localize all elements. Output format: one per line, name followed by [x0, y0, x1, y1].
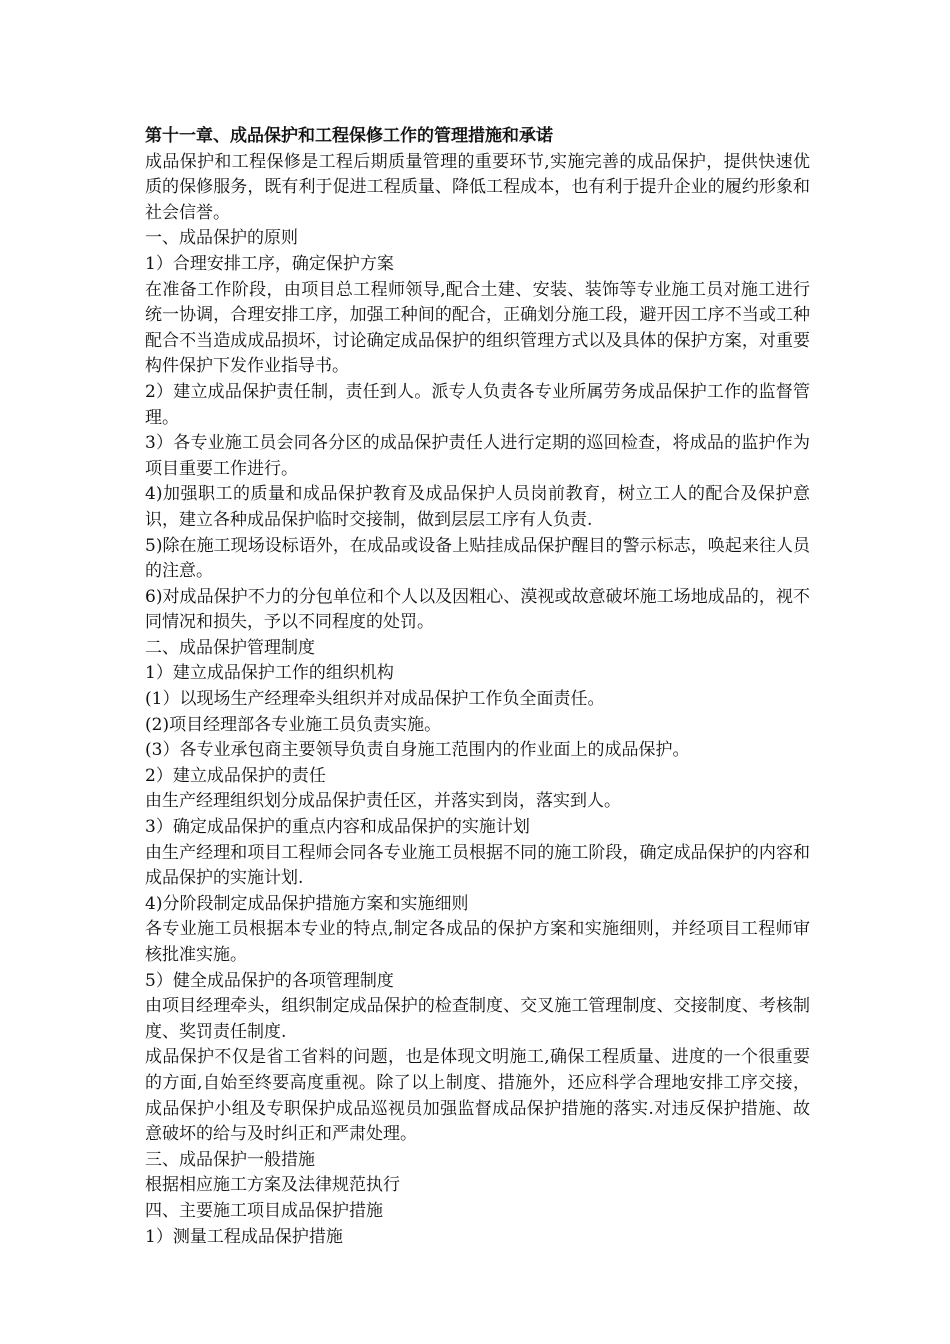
subsection-heading: 5）健全成品保护的各项管理制度 [145, 970, 394, 991]
section-heading: 三、成品保护一般措施 [145, 1149, 315, 1170]
chapter-title: 第十一章、成品保护和工程保修工作的管理措施和承诺 [145, 126, 553, 146]
paragraph: 成品保护不仅是省工省料的问题，也是体现文明施工,确保工程质量、进度的一个很重要的方面,自始至终要高度重视。除了以上制度、措施外，还应科学合理地安排工序交接，成品保护小组及专职保护成品巡视员加强监督成品保护措施的落实.对违反保护措施、故意破坏的给与及时纠正和严肃处理。 [145, 1047, 810, 1145]
list-item: (3）各专业承包商主要领导负责自身施工范围内的作业面上的成品保护。 [145, 740, 690, 761]
document-body [145, 124, 810, 1250]
subsection-heading: 3）确定成品保护的重点内容和成品保护的实施计划 [145, 817, 530, 838]
section-heading: 二、成品保护管理制度 [145, 637, 315, 658]
paragraph: 3）各专业施工员会同各分区的成品保护责任人进行定期的巡回检查，将成品的监护作为项目重要工作进行。 [145, 433, 810, 479]
paragraph: 由生产经理和项目工程师会同各专业施工员根据不同的施工阶段，确定成品保护的内容和成品保护的实施计划. [145, 842, 810, 889]
subsection-heading: 1）建立成品保护工作的组织机构 [145, 663, 394, 684]
list-item: (1）以现场生产经理牵头组织并对成品保护工作负全面责任。 [145, 689, 605, 710]
subsection-heading: 1）合理安排工序，确定保护方案 [145, 253, 394, 274]
list-item: (2)项目经理部各专业施工员负责实施。 [145, 714, 442, 735]
section-heading: 一、成品保护的原则 [145, 228, 298, 249]
paragraph: 成品保护和工程保修是工程后期质量管理的重要环节,实施完善的成品保护，提供快速优质的保修服务，既有利于促进工程质量、降低工程成本，也有利于提升企业的履约形象和社会信誉。 [145, 151, 810, 223]
paragraph: 各专业施工员根据本专业的特点,制定各成品的保护方案和实施细则，并经项目工程师审核批准实施。 [145, 919, 810, 965]
paragraph: 由生产经理组织划分成品保护责任区，并落实到岗，落实到人。 [145, 791, 621, 812]
paragraph: 由项目经理牵头，组织制定成品保护的检查制度、交叉施工管理制度、交接制度、考核制度、奖罚责任制度. [145, 996, 810, 1042]
paragraph: 4)加强职工的质量和成品保护教育及成品保护人员岗前教育，树立工人的配合及保护意识，建立各种成品保护临时交接制，做到层层工序有人负责. [145, 484, 810, 530]
subsection-heading: 4)分阶段制定成品保护措施方案和实施细则 [145, 893, 469, 914]
paragraph: 6)对成品保护不力的分包单位和个人以及因粗心、漠视或故意破坏施工场地成品的，视不同情况和损失，予以不同程度的处罚。 [145, 586, 810, 633]
paragraph: 根据相应施工方案及法律规范执行 [145, 1175, 400, 1196]
subsection-heading: 2）建立成品保护的责任 [145, 765, 326, 786]
subsection-heading: 1）测量工程成品保护措施 [145, 1226, 343, 1247]
paragraph: 2）建立成品保护责任制，责任到人。派专人负责各专业所属劳务成品保护工作的监督管理。 [145, 381, 810, 428]
paragraph: 5)除在施工现场设标语外，在成品或设备上贴挂成品保护醒目的警示标志，唤起来往人员的注意。 [145, 535, 810, 582]
paragraph: 在准备工作阶段，由项目总工程师领导,配合土建、安装、装饰等专业施工员对施工进行统一协调，合理安排工序，加强工种间的配合，正确划分施工段，避开因工序不当或工种配合不当造成成品损坏，讨论确定成品保护的组织管理方式以及具体的保护方案，对重要构件保护下发作业指导书。 [145, 279, 810, 377]
section-heading: 四、主要施工项目成品保护措施 [145, 1200, 383, 1221]
